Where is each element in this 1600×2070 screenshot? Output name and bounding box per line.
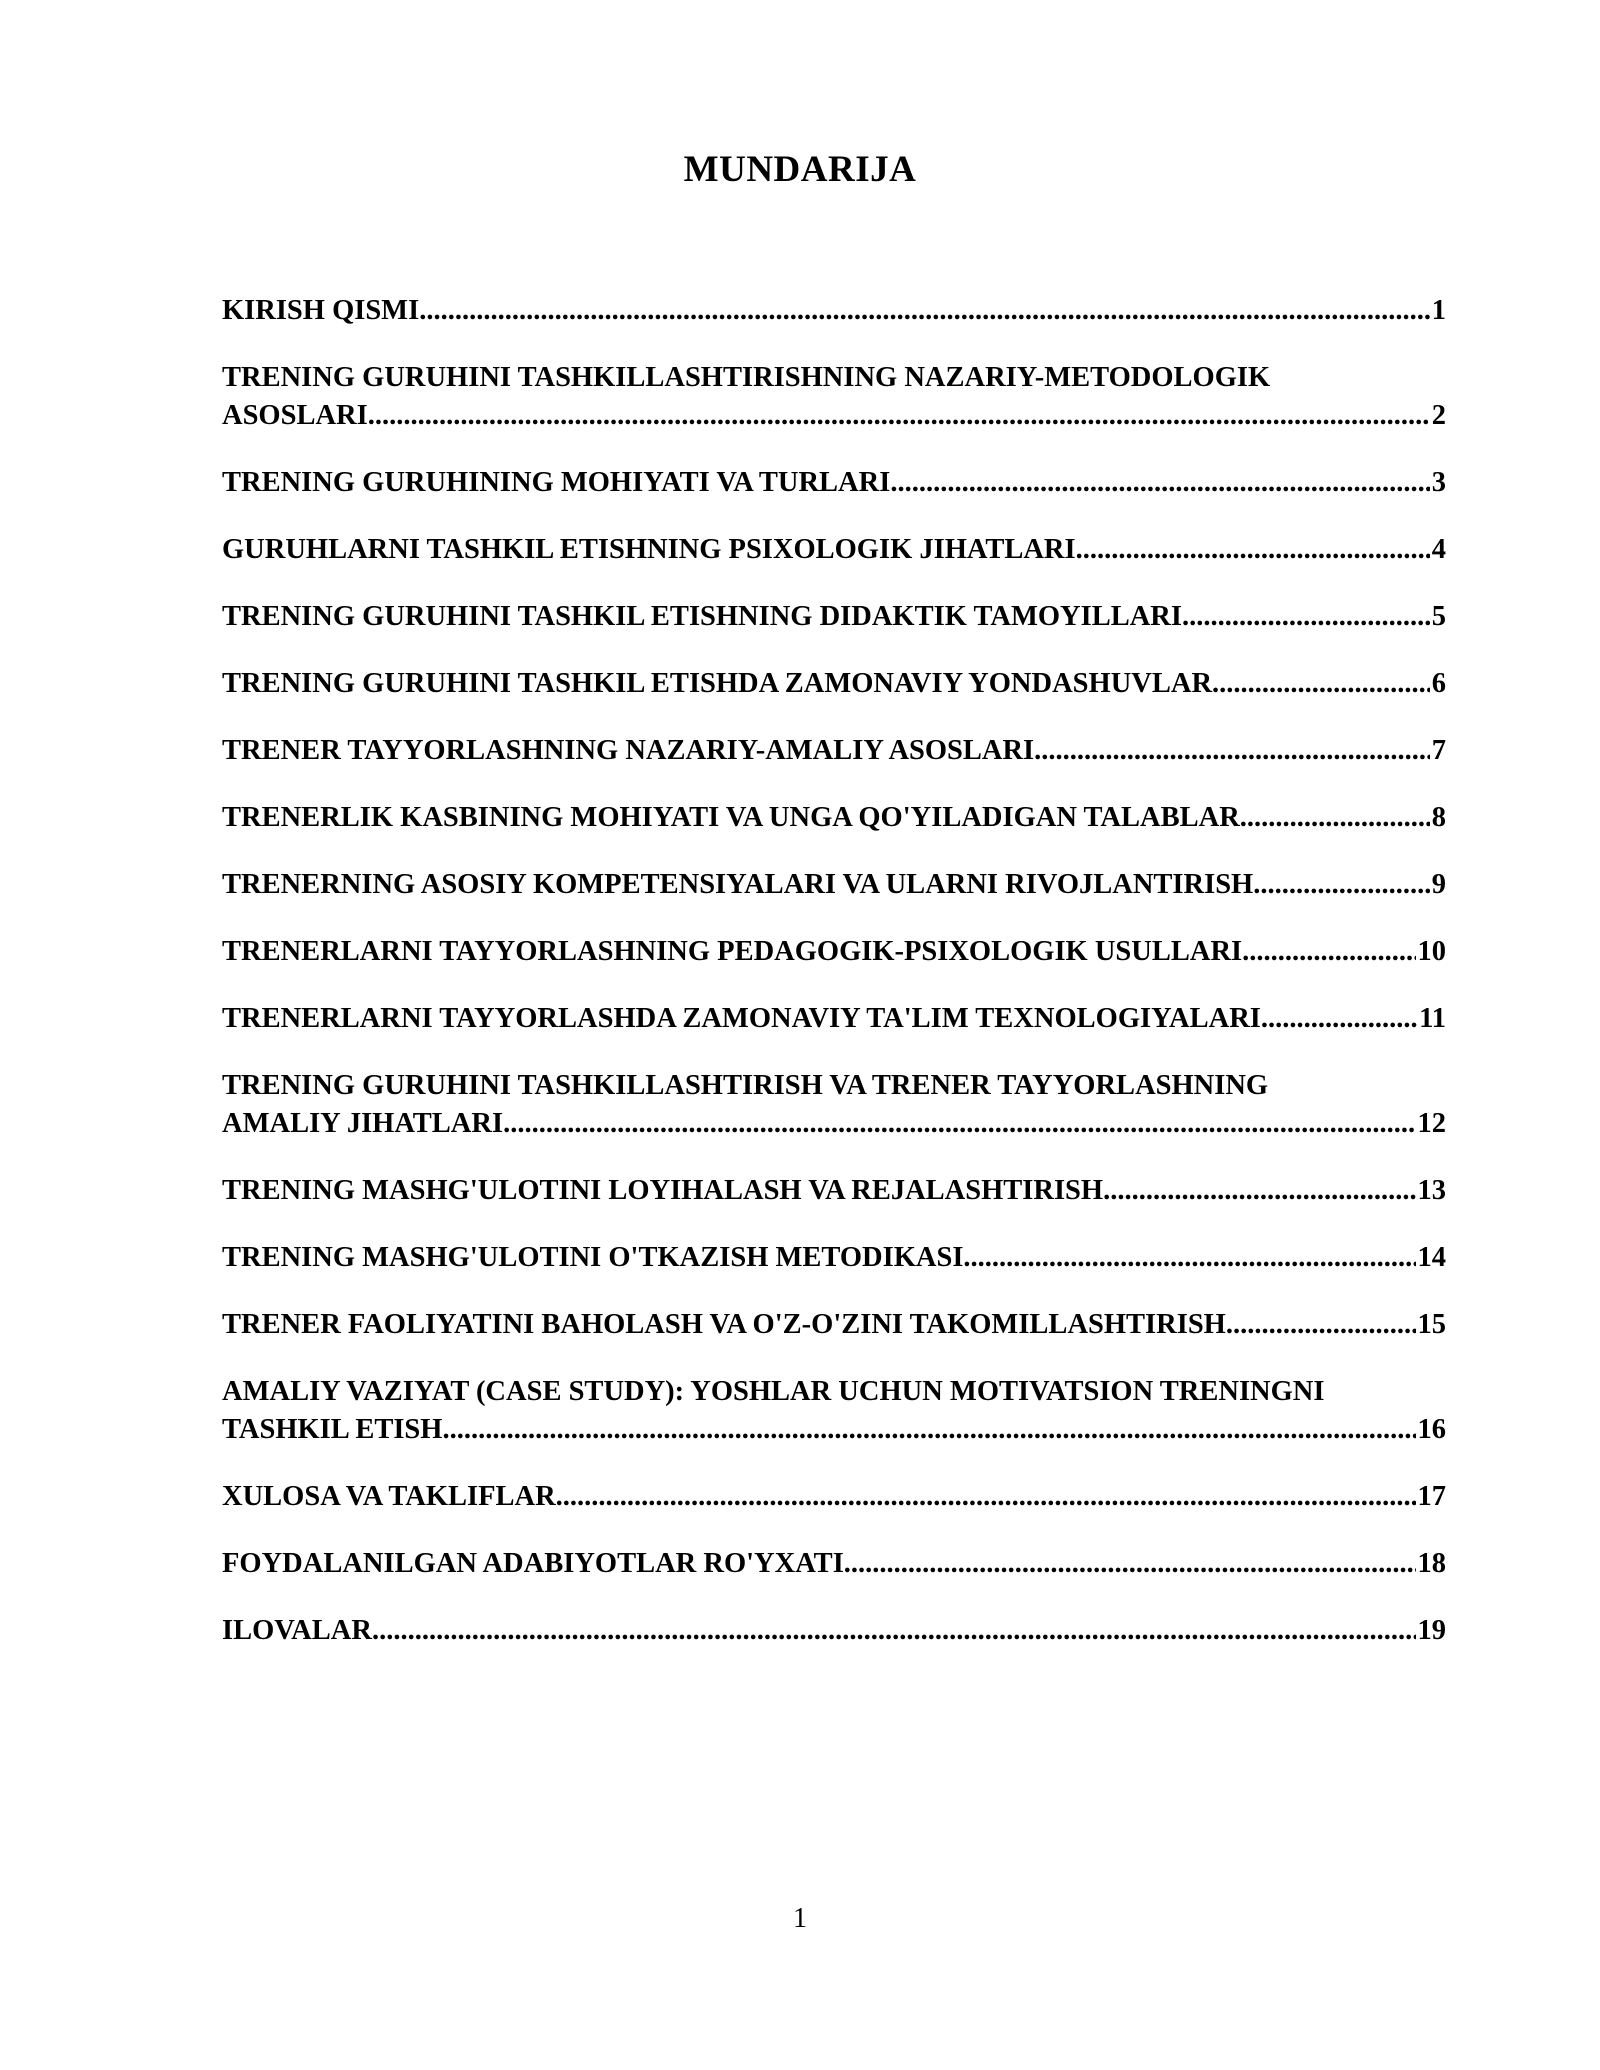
toc-entry-line bbox=[222, 292, 1446, 330]
toc-entry-title: TRENING GURUHINI TASHKIL ETISHNING DIDAKTIK TAMOYILLARI bbox=[222, 601, 1182, 632]
toc-entry-page-number: 6 bbox=[1431, 668, 1446, 699]
toc-entry-page-number: 18 bbox=[1417, 1548, 1446, 1579]
dot-leader bbox=[368, 397, 1430, 435]
dot-leader bbox=[372, 1612, 1416, 1650]
toc-entry-line bbox=[222, 1478, 1446, 1516]
toc-entry-line bbox=[222, 866, 1446, 904]
toc-entry-line bbox=[222, 1306, 1446, 1344]
toc-entry[interactable] bbox=[222, 1478, 1446, 1516]
dot-leader bbox=[1103, 1172, 1415, 1210]
toc-entry-title: ILOVALAR bbox=[222, 1615, 372, 1646]
toc-entry-title: TRENERLARNI TAYYORLASHNING PEDAGOGIK-PSIXOLOGIK USULLARI bbox=[222, 936, 1243, 967]
toc-entry-title: TRENER TAYYORLASHNING NAZARIY-AMALIY ASOSLARI bbox=[222, 735, 1035, 766]
dot-leader bbox=[1253, 866, 1430, 904]
toc-entry-title: TRENING MASHG'ULOTINI O'TKAZISH METODIKASI bbox=[222, 1242, 964, 1273]
toc-entry[interactable] bbox=[222, 598, 1446, 636]
toc-entry-page-number: 8 bbox=[1431, 802, 1446, 833]
toc-entry-line bbox=[222, 598, 1446, 636]
toc-entry-line bbox=[222, 1545, 1446, 1583]
toc-entry-title: XULOSA VA TAKLIFLAR bbox=[222, 1481, 556, 1512]
toc-entry-title-line: AMALIY VAZIYAT (CASE STUDY): YOSHLAR UCHUN MOTIVATSION TRENINGNI bbox=[222, 1376, 1325, 1407]
toc-entry[interactable] bbox=[222, 1239, 1446, 1277]
toc-entry[interactable] bbox=[222, 1373, 1446, 1449]
toc-entry[interactable] bbox=[222, 933, 1446, 971]
toc-entry[interactable] bbox=[222, 464, 1446, 502]
toc-entry-line bbox=[222, 1612, 1446, 1650]
toc-entry-line bbox=[222, 665, 1446, 703]
toc-entry-title: GURUHLARNI TASHKIL ETISHNING PSIXOLOGIK JIHATLARI bbox=[222, 534, 1076, 565]
dot-leader bbox=[1240, 799, 1430, 837]
toc-entry-page-number: 14 bbox=[1417, 1242, 1446, 1273]
toc-entry-line bbox=[222, 464, 1446, 502]
toc-entry[interactable] bbox=[222, 1067, 1446, 1143]
toc-entry-page-number: 1 bbox=[1431, 295, 1446, 326]
toc-entry-page-number: 7 bbox=[1431, 735, 1446, 766]
toc-entry-title-line: TRENING GURUHINI TASHKILLASHTIRISH VA TRENER TAYYORLASHNING bbox=[222, 1070, 1269, 1101]
toc-entry[interactable] bbox=[222, 359, 1446, 435]
toc-entry-page-number: 13 bbox=[1417, 1175, 1446, 1206]
toc-entry-page-number: 3 bbox=[1431, 467, 1446, 498]
toc-entry-title: TRENING GURUHINING MOHIYATI VA TURLARI bbox=[222, 467, 891, 498]
toc-entry-page-number: 16 bbox=[1417, 1414, 1446, 1445]
dot-leader bbox=[963, 1239, 1415, 1277]
toc-entry-title: FOYDALANILGAN ADABIYOTLAR RO'YXATI bbox=[222, 1548, 844, 1579]
toc-entry-line bbox=[222, 1105, 1446, 1143]
dot-leader bbox=[556, 1478, 1416, 1516]
toc-entry[interactable] bbox=[222, 866, 1446, 904]
toc-entry-title: TRENING MASHG'ULOTINI LOYIHALASH VA REJALASHTIRISH bbox=[222, 1175, 1104, 1206]
toc-entry[interactable] bbox=[222, 1306, 1446, 1344]
toc-entry-title-line: TRENING GURUHINI TASHKILLASHTIRISHNING NAZARIY-METODOLOGIK bbox=[222, 362, 1271, 393]
toc-entry-line bbox=[222, 1239, 1446, 1277]
toc-entry-line bbox=[222, 1411, 1446, 1449]
toc-entry-title: KIRISH QISMI bbox=[222, 295, 420, 326]
page-number: 1 bbox=[793, 1903, 807, 1934]
toc-entry[interactable] bbox=[222, 799, 1446, 837]
dot-leader bbox=[1076, 531, 1430, 569]
dot-leader bbox=[1242, 933, 1415, 971]
toc-entry-page-number: 15 bbox=[1417, 1309, 1446, 1340]
dot-leader bbox=[890, 464, 1429, 502]
toc-entry-title: TRENER FAOLIYATINI BAHOLASH VA O'Z-O'ZINI TAKOMILLASHTIRISH bbox=[222, 1309, 1226, 1340]
toc-entry-page-number: 2 bbox=[1431, 400, 1446, 431]
toc-entry-title: AMALIY JIHATLARI bbox=[222, 1108, 504, 1139]
dot-leader bbox=[1182, 598, 1430, 636]
toc-entry-line bbox=[222, 397, 1446, 435]
dot-leader bbox=[1261, 1000, 1417, 1038]
dot-leader bbox=[419, 292, 1430, 330]
toc-entry-line bbox=[222, 1000, 1446, 1038]
toc-entry-line bbox=[222, 933, 1446, 971]
page-title: MUNDARIJA bbox=[683, 149, 917, 190]
toc-entry-page-number: 19 bbox=[1417, 1615, 1446, 1646]
dot-leader bbox=[1212, 665, 1430, 703]
toc-entry-page-number: 9 bbox=[1431, 869, 1446, 900]
dot-leader bbox=[442, 1411, 1415, 1449]
toc-entry[interactable] bbox=[222, 292, 1446, 330]
toc-entry-page-number: 4 bbox=[1431, 534, 1446, 565]
dot-leader bbox=[503, 1105, 1415, 1143]
dot-leader bbox=[844, 1545, 1416, 1583]
toc-entry-title: TRENERNING ASOSIY KOMPETENSIYALARI VA ULARNI RIVOJLANTIRISH bbox=[222, 869, 1254, 900]
toc-entry-page-number: 5 bbox=[1431, 601, 1446, 632]
toc-entry-line bbox=[222, 1172, 1446, 1210]
toc-entry-page-number: 12 bbox=[1417, 1108, 1446, 1139]
toc-entry[interactable] bbox=[222, 531, 1446, 569]
toc-entry[interactable] bbox=[222, 1545, 1446, 1583]
toc-entry-title: TRENING GURUHINI TASHKIL ETISHDA ZAMONAVIY YONDASHUVLAR bbox=[222, 668, 1213, 699]
toc-entry-page-number: 17 bbox=[1417, 1481, 1446, 1512]
toc-entry[interactable] bbox=[222, 665, 1446, 703]
toc-entry[interactable] bbox=[222, 732, 1446, 770]
toc-entry-line bbox=[222, 799, 1446, 837]
toc-entry-line bbox=[222, 732, 1446, 770]
toc-entry[interactable] bbox=[222, 1172, 1446, 1210]
toc-entry-page-number: 10 bbox=[1417, 936, 1446, 967]
toc-entry-line bbox=[222, 531, 1446, 569]
toc-entry-title: TRENERLARNI TAYYORLASHDA ZAMONAVIY TA'LIM TEXNOLOGIYALARI bbox=[222, 1003, 1261, 1034]
toc-entry-title: ASOSLARI bbox=[222, 400, 368, 431]
dot-leader bbox=[1226, 1306, 1416, 1344]
toc-entry[interactable] bbox=[222, 1612, 1446, 1650]
toc-entry-title: TRENERLIK KASBINING MOHIYATI VA UNGA QO'YILADIGAN TALABLAR bbox=[222, 802, 1240, 833]
table-of-contents bbox=[222, 292, 1446, 1679]
toc-entry-title: TASHKIL ETISH bbox=[222, 1414, 443, 1445]
toc-entry[interactable] bbox=[222, 1000, 1446, 1038]
toc-entry-page-number: 11 bbox=[1419, 1003, 1446, 1034]
dot-leader bbox=[1034, 732, 1430, 770]
